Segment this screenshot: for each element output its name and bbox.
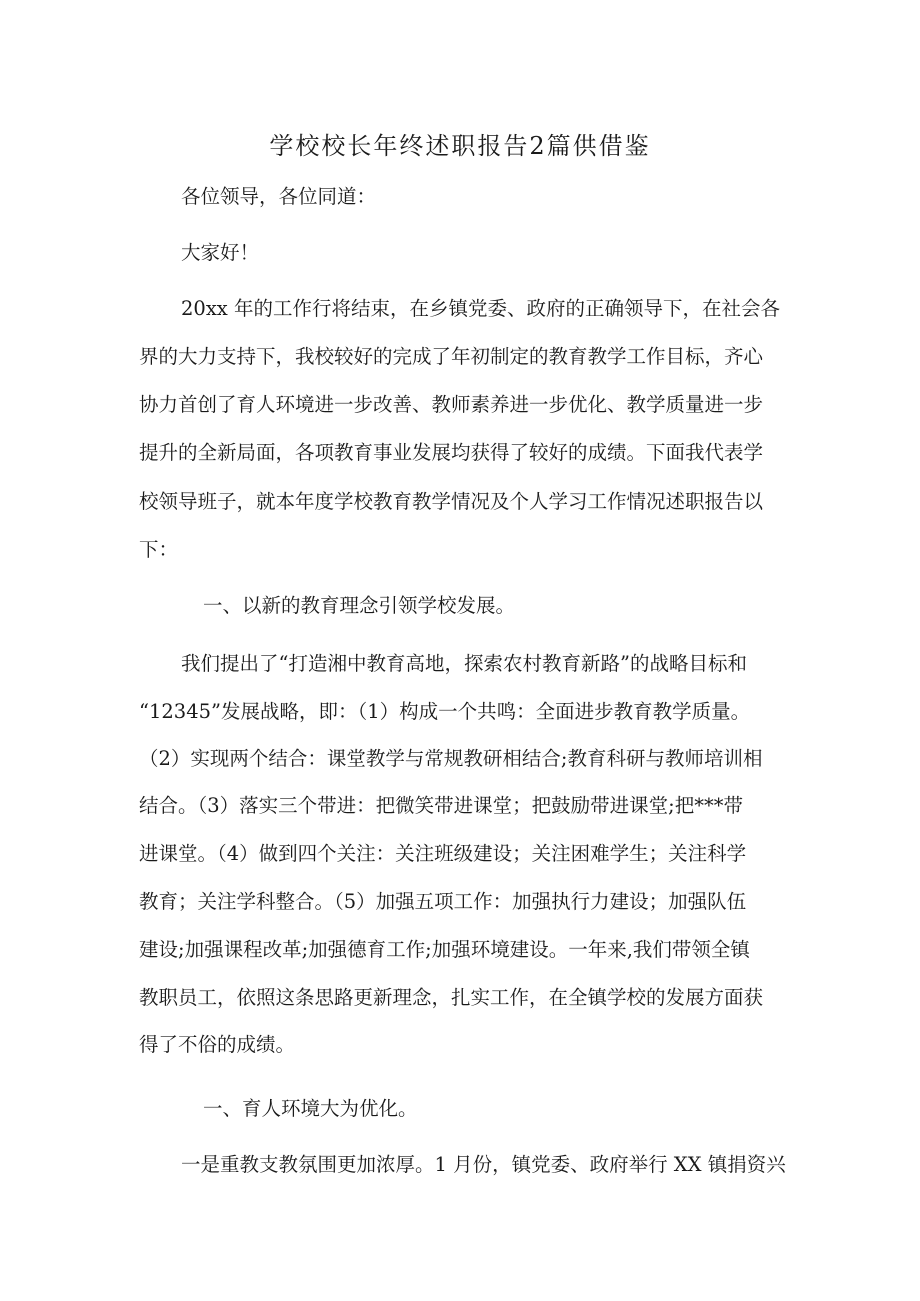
paragraph-line: 进课堂。（4）做到四个关注：关注班级建设；关注困难学生；关注科学 [139, 842, 747, 865]
section-heading-2: 一、育人环境大为优化。 [203, 1097, 418, 1120]
paragraph-line: 结合。（3）落实三个带进：把微笑带进课堂；把鼓励带进课堂;把***带 [139, 794, 743, 817]
paragraph-line: “12345”发展战略，即：（1）构成一个共鸣：全面进步教育教学质量。 [139, 700, 751, 723]
paragraph-line: 提升的全新局面，各项教育事业发展均获得了较好的成绩。下面我代表学 [139, 441, 764, 464]
paragraph-line: 校领导班子，就本年度学校教育教学情况及个人学习工作情况述职报告以 [139, 490, 764, 513]
paragraph-line: 一是重教支教氛围更加浓厚。1 月份，镇党委、政府举行 XX 镇捐资兴 [181, 1153, 786, 1176]
paragraph-line: 得了不俗的成绩。 [139, 1033, 296, 1056]
paragraph-line: （2）实现两个结合：课堂教学与常规教研相结合;教育科研与教师培训相 [139, 747, 763, 770]
paragraph-line: 教职员工，依照这条思路更新理念，扎实工作，在全镇学校的发展方面获 [139, 986, 764, 1009]
paragraph-line: 建设;加强课程改革;加强德育工作;加强环境建设。一年来,我们带领全镇 [139, 938, 750, 961]
section-heading-1: 一、以新的教育理念引领学校发展。 [203, 594, 516, 617]
salutation: 各位领导，各位同道： [181, 185, 377, 208]
document-title: 学校校长年终述职报告2篇供借鉴 [269, 132, 651, 160]
paragraph-line: 协力首创了育人环境进一步改善、教师素养进一步优化、教学质量进一步 [139, 393, 764, 416]
greeting: 大家好！ [181, 241, 260, 264]
paragraph-line: 20xx 年的工作行将结束，在乡镇党委、政府的正确领导下，在社会各 [181, 297, 781, 320]
paragraph-line: 界的大力支持下，我校较好的完成了年初制定的教育教学工作目标，齐心 [139, 345, 764, 368]
paragraph-line: 我们提出了“打造湘中教育高地，探索农村教育新路”的战略目标和 [181, 652, 747, 675]
paragraph-line: 下： [139, 538, 179, 561]
paragraph-line: 教育；关注学科整合。（5）加强五项工作：加强执行力建设；加强队伍 [139, 890, 747, 913]
